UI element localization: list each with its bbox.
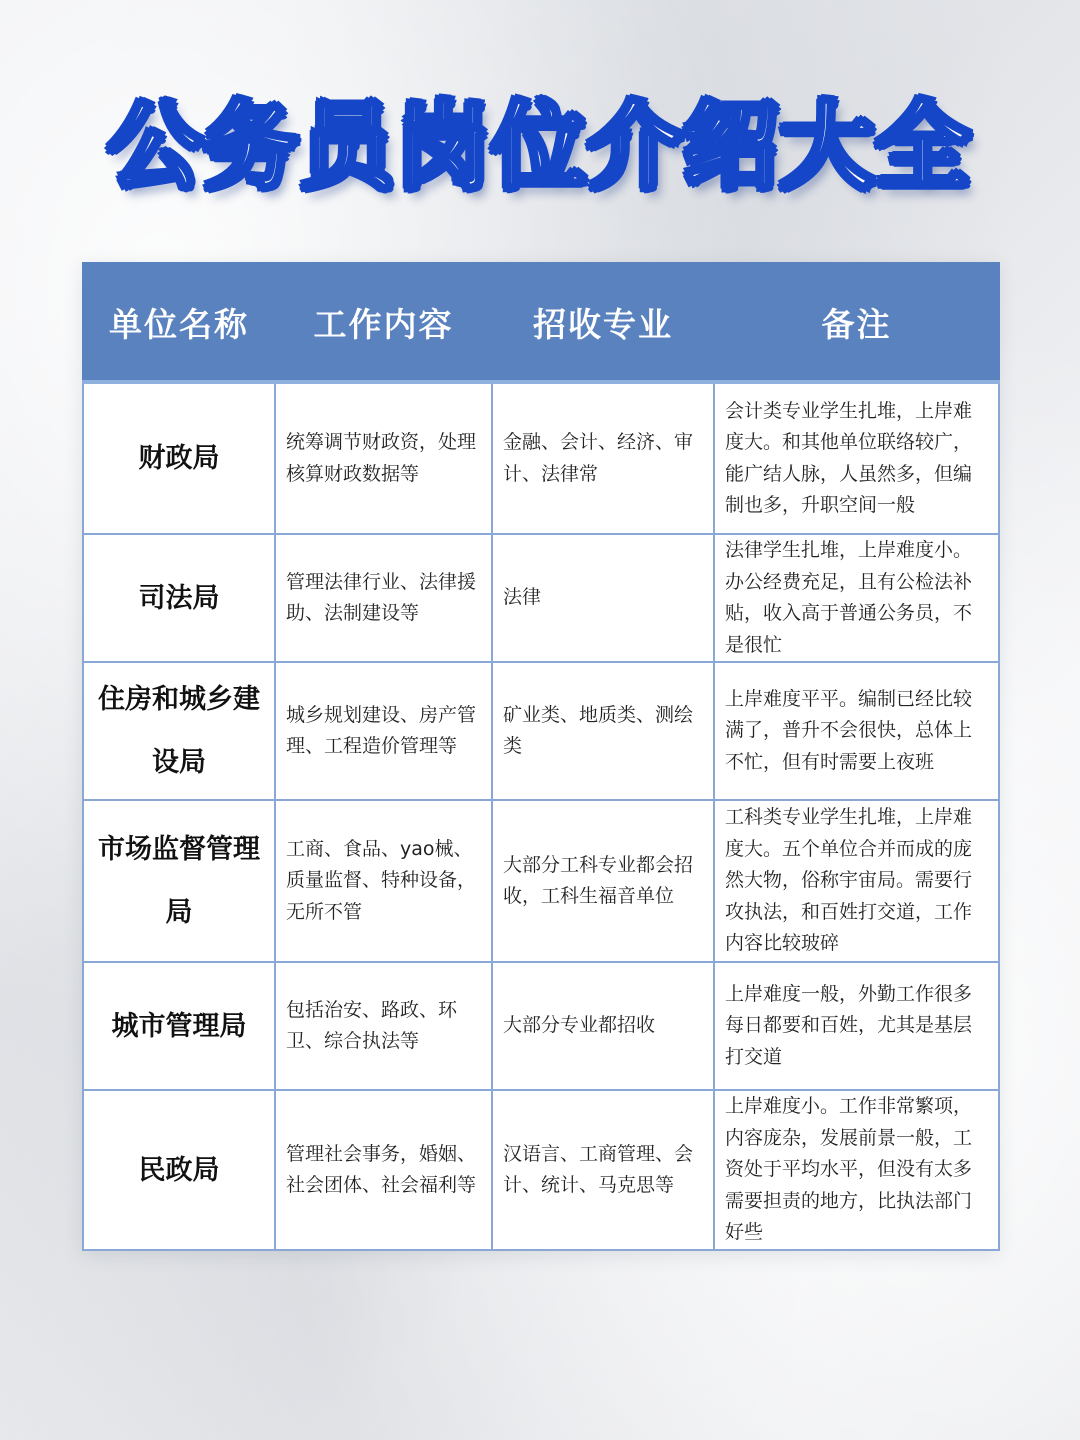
cell-work: 城乡规划建设、房产管理、工程造价管理等: [275, 662, 492, 800]
cell-major: 法律: [492, 534, 714, 662]
table-row: [83, 662, 999, 800]
cell-remark: 上岸难度一般，外勤工作很多每日都要和百姓，尤其是基层打交道: [714, 962, 999, 1090]
table-row: [83, 534, 999, 662]
table-row: [83, 1090, 999, 1250]
table-header-row: [83, 263, 999, 382]
cell-unit: 市场监督管理局: [83, 800, 275, 962]
cell-unit: 财政局: [83, 382, 275, 534]
cell-remark: 法律学生扎堆，上岸难度小。办公经费充足，且有公检法补贴，收入高于普通公务员，不是很忙: [714, 534, 999, 662]
table-row: [83, 962, 999, 1090]
cell-remark: 上岸难度小。工作非常繁项，内容庞杂，发展前景一般，工资处于平均水平，但没有太多需要担责的地方，比执法部门好些: [714, 1090, 999, 1250]
header-unit-name: 单位名称: [83, 263, 275, 382]
cell-remark: 会计类专业学生扎堆，上岸难度大。和其他单位联络较广，能广结人脉，人虽然多，但编制也多，升职空间一般: [714, 382, 999, 534]
cell-major: 金融、会计、经济、审计、法律常: [492, 382, 714, 534]
header-work-content: 工作内容: [275, 263, 492, 382]
cell-major: 大部分专业都招收: [492, 962, 714, 1090]
table-row: [83, 800, 999, 962]
cell-major: 汉语言、工商管理、会计、统计、马克思等: [492, 1090, 714, 1250]
cell-major: 大部分工科专业都会招收，工科生福音单位: [492, 800, 714, 962]
cell-unit: 住房和城乡建设局: [83, 662, 275, 800]
cell-remark: 工科类专业学生扎堆，上岸难度大。五个单位合并而成的庞然大物，俗称宇宙局。需要行攻执法，和百姓打交道，工作内容比较玻碎: [714, 800, 999, 962]
header-remark: 备注: [714, 263, 999, 382]
cell-unit: 司法局: [83, 534, 275, 662]
page-title: 公务员岗位介绍大全: [107, 93, 972, 202]
header-major: 招收专业: [492, 263, 714, 382]
job-table: [82, 262, 998, 1251]
cell-work: 工商、食品、yao械、质量监督、特种设备，无所不管: [275, 800, 492, 962]
cell-work: 统筹调节财政资，处理核算财政数据等: [275, 382, 492, 534]
cell-major: 矿业类、地质类、测绘类: [492, 662, 714, 800]
cell-work: 管理社会事务，婚姻、社会团体、社会福利等: [275, 1090, 492, 1250]
cell-unit: 民政局: [83, 1090, 275, 1250]
job-table-grid: [82, 262, 1000, 1251]
cell-unit: 城市管理局: [83, 962, 275, 1090]
table-row: [83, 382, 999, 534]
cell-remark: 上岸难度平平。编制已经比较满了，普升不会很快，总体上不忙，但有时需要上夜班: [714, 662, 999, 800]
cell-work: 包括治安、路政、环卫、综合执法等: [275, 962, 492, 1090]
cell-work: 管理法律行业、法律援助、法制建设等: [275, 534, 492, 662]
